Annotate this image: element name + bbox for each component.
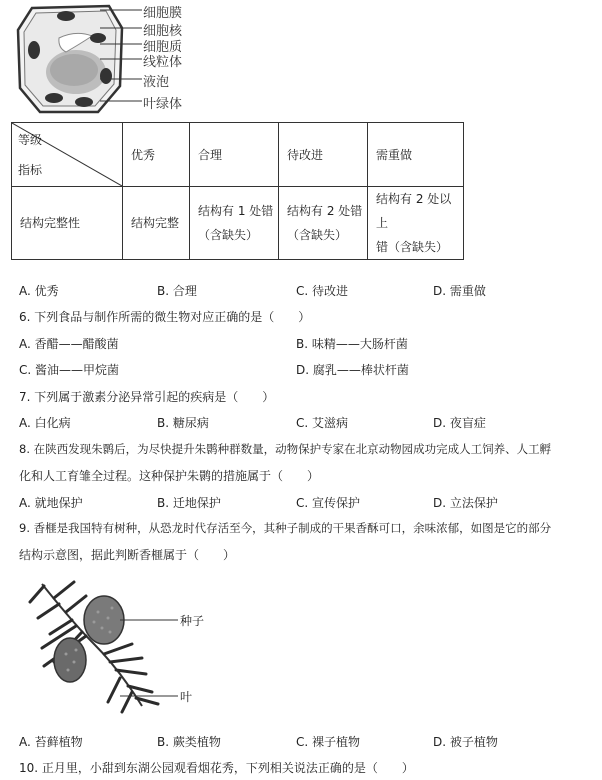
q6-option-b[interactable]: B. 味精——大肠杆菌 — [296, 337, 408, 351]
header-reasonable: 合理 — [198, 147, 223, 162]
header-redo: 需重做 — [376, 147, 413, 162]
label-chloroplast: 叶绿体 — [143, 97, 183, 112]
q9-stem-line1: 9. 香榧是我国特有树种，从恐龙时代存活至今，其种子制成的干果香酥可口，余味浓郁，如图是它的部分 — [19, 521, 552, 535]
q7-option-a[interactable]: A. 白化病 — [19, 416, 71, 430]
q5-option-a[interactable]: A. 优秀 — [19, 284, 59, 298]
label-cell-membrane: 细胞膜 — [143, 6, 183, 21]
grade-table — [11, 122, 464, 260]
q9-option-a[interactable]: A. 苔藓植物 — [19, 735, 83, 749]
label-leaf: 叶 — [180, 690, 193, 704]
q10-stem: 10. 正月里，小甜到东湖公园观看烟花秀，下列相关说法正确的是（ ） — [19, 761, 414, 775]
q8-option-d[interactable]: D. 立法保护 — [433, 496, 498, 510]
q5-option-b[interactable]: B. 合理 — [157, 284, 197, 298]
q8-option-b[interactable]: B. 迁地保护 — [157, 496, 221, 510]
q9-option-c[interactable]: C. 裸子植物 — [296, 735, 361, 749]
q6-option-c[interactable]: C. 酱油——甲烷菌 — [19, 363, 120, 377]
q7-stem: 7. 下列属于激素分泌异常引起的疾病是（ ） — [19, 390, 275, 404]
label-nucleus: 细胞核 — [143, 24, 183, 39]
cell-excellent: 结构完整 — [131, 216, 180, 230]
cell-reasonable: 结构有 1 处错 （含缺失） — [198, 204, 274, 242]
label-seed: 种子 — [180, 614, 205, 628]
q5-option-d[interactable]: D. 需重做 — [433, 284, 486, 298]
label-vacuole: 液泡 — [143, 75, 170, 90]
cell-to-improve: 结构有 2 处错 （含缺失） — [287, 204, 363, 242]
header-excellent: 优秀 — [131, 147, 156, 162]
label-cytoplasm: 细胞质 — [143, 40, 183, 55]
q6-option-a[interactable]: A. 香醋——醋酸菌 — [19, 337, 119, 351]
corner-label-grade: 等级 — [18, 133, 43, 147]
q5-option-c[interactable]: C. 待改进 — [296, 284, 349, 298]
q9-option-d[interactable]: D. 被子植物 — [433, 735, 498, 749]
q7-option-d[interactable]: D. 夜盲症 — [433, 416, 486, 430]
label-mitochondria: 线粒体 — [143, 55, 183, 70]
q6-option-d[interactable]: D. 腐乳——棒状杆菌 — [296, 363, 409, 377]
q7-option-b[interactable]: B. 糖尿病 — [157, 416, 209, 430]
q6-stem: 6. 下列食品与制作所需的微生物对应正确的是（ ） — [19, 310, 311, 324]
cell-redo: 结构有 2 处以上 错（含缺失） — [376, 192, 452, 254]
row-label: 结构完整性 — [20, 216, 81, 230]
header-to-improve: 待改进 — [287, 147, 324, 162]
q9-stem-line2: 结构示意图，据此判断香榧属于（ ） — [19, 548, 236, 562]
q8-option-c[interactable]: C. 宣传保护 — [296, 496, 361, 510]
q9-option-b[interactable]: B. 蕨类植物 — [157, 735, 221, 749]
table-corner-cell — [12, 123, 123, 187]
q8-stem-line2: 化和人工育雏全过程。这种保护朱鹮的措施属于（ ） — [19, 469, 320, 483]
corner-label-indicator: 指标 — [18, 163, 43, 177]
q8-stem-line1: 8. 在陕西发现朱鹮后，为尽快提升朱鹮种群数量，动物保护专家在北京动物园成功完成人工饲养、人工孵 — [19, 442, 552, 456]
q7-option-c[interactable]: C. 艾滋病 — [296, 416, 349, 430]
q8-option-a[interactable]: A. 就地保护 — [19, 496, 83, 510]
